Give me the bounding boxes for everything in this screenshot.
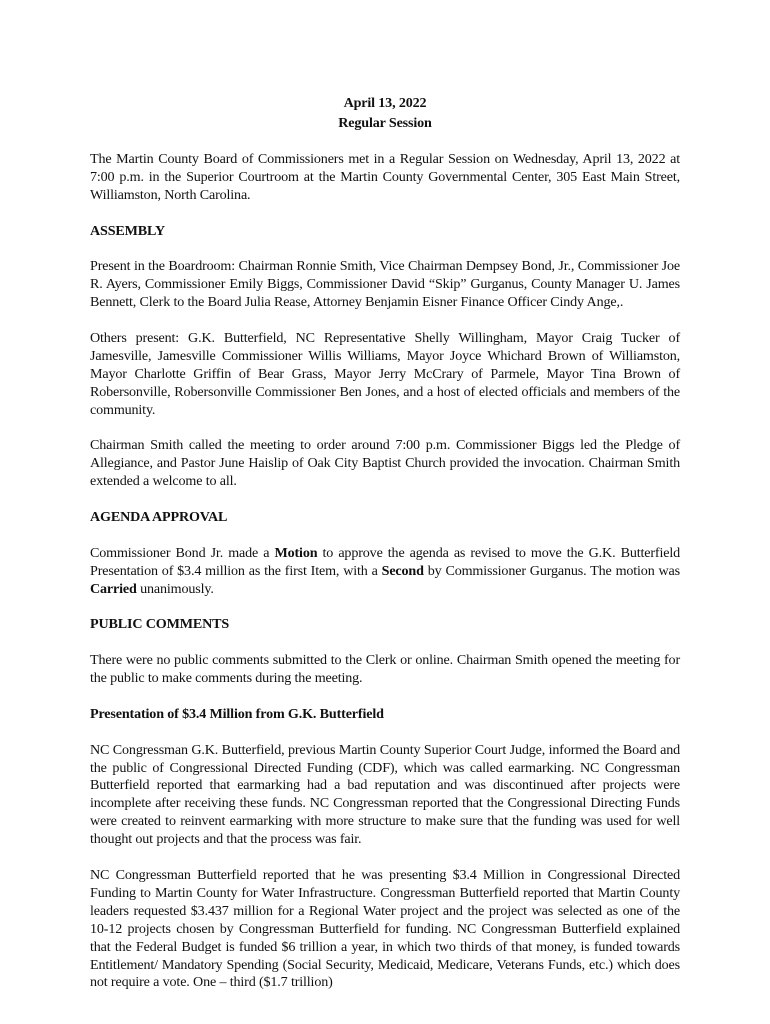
others-present-paragraph: Others present: G.K. Butterfield, NC Representative Shelly Willingham, Mayor Craig Tucker of Jamesville, Jamesville Commissioner Willis Williams, Mayor Joyce Whichard Brown of Williamston, Mayor Charlotte Griffin of Bear Grass, Mayor Jerry McCrary of Parmele, Mayor Tina Brown of Robersonville, Robersonville Commissioner Ben Jones, and a host of elected officials and members of the community. bbox=[90, 329, 680, 418]
presentation-paragraph-1: NC Congressman G.K. Butterfield, previous Martin County Superior Court Judge, informed the Board and the public of Congressional Directed Funding (CDF), which was called earmarking. NC Congressman Butterfield reported that earmarking had a bad reputation and was discontinued after projects were incomplete after receiving these funds. NC Congressman reported that the Congressional Directing Funds were created to reinvent earmarking with more structure to make sure that the funding was used for well thought out projects and that the process was fair. bbox=[90, 741, 680, 848]
assembly-heading: ASSEMBLY bbox=[90, 222, 166, 239]
agenda-text-1: Commissioner Bond Jr. made a bbox=[90, 544, 275, 561]
agenda-approval-paragraph bbox=[90, 545, 680, 599]
public-comments-paragraph: There were no public comments submitted to the Clerk or online. Chairman Smith opened the meeting for the public to make comments during the meeting. bbox=[90, 652, 680, 687]
presentation-paragraph-2: NC Congressman Butterfield reported that he was presenting $3.4 Million in Congressional Directed Funding to Martin County for Water Infrastructure. Congressman Butterfield reported that Martin County leaders requested $3.437 million for a Regional Water project and the project was selected as one of the 10-12 projects chosen by Congressman Butterfield for funding. NC Congressman Butterfield explained that the Federal Budget is funded $6 trillion a year, in which two thirds of that money, is funded towards Entitlement/ Mandatory Spending (Social Security, Medicaid, Medicare, Veterans Funds, etc.) which does not require a vote. One – third ($1.7 trillion) bbox=[90, 866, 680, 991]
presentation-heading: Presentation of $3.4 Million from G.K. Butterfield bbox=[90, 705, 384, 722]
public-comments-heading: PUBLIC COMMENTS bbox=[90, 616, 230, 633]
intro-paragraph: The Martin County Board of Commissioners met in a Regular Session on Wednesday, April 13, 2022 at 7:00 p.m. in the Superior Courtroom at the Martin County Governmental Center, 305 East Main Street, Williamston, North Carolina. bbox=[90, 150, 680, 203]
agenda-approval-heading: AGENDA APPROVAL bbox=[90, 508, 228, 525]
motion-term: Motion bbox=[274, 544, 318, 561]
carried-term: Carried bbox=[90, 580, 137, 597]
agenda-text-2: to approve the agenda as revised to move the G.K. Butterfield Presentation of $3.4 million as the first Item, with a bbox=[90, 544, 680, 579]
present-paragraph: Present in the Boardroom: Chairman Ronnie Smith, Vice Chairman Dempsey Bond, Jr., Commissioner Joe R. Ayers, Commissioner Emily Biggs, Commissioner David “Skip” Gurganus, County Manager U. James Bennett, Clerk to the Board Julia Rease, Attorney Benjamin Eisner Finance Officer Cindy Ange,. bbox=[90, 258, 680, 311]
agenda-text-3: by Commissioner Gurganus. The motion was bbox=[423, 562, 680, 579]
minutes-body bbox=[90, 93, 680, 1010]
second-term: Second bbox=[381, 562, 424, 579]
session-title: Regular Session bbox=[338, 115, 432, 131]
call-to-order-paragraph: Chairman Smith called the meeting to order around 7:00 p.m. Commissioner Biggs led the Pledge of Allegiance, and Pastor June Haislip of Oak City Baptist Church provided the invocation. Chairman Smith extended a welcome to all. bbox=[90, 437, 680, 490]
meeting-date: April 13, 2022 bbox=[343, 95, 427, 111]
document-header bbox=[90, 93, 680, 133]
agenda-text-4: unanimously. bbox=[136, 580, 214, 597]
